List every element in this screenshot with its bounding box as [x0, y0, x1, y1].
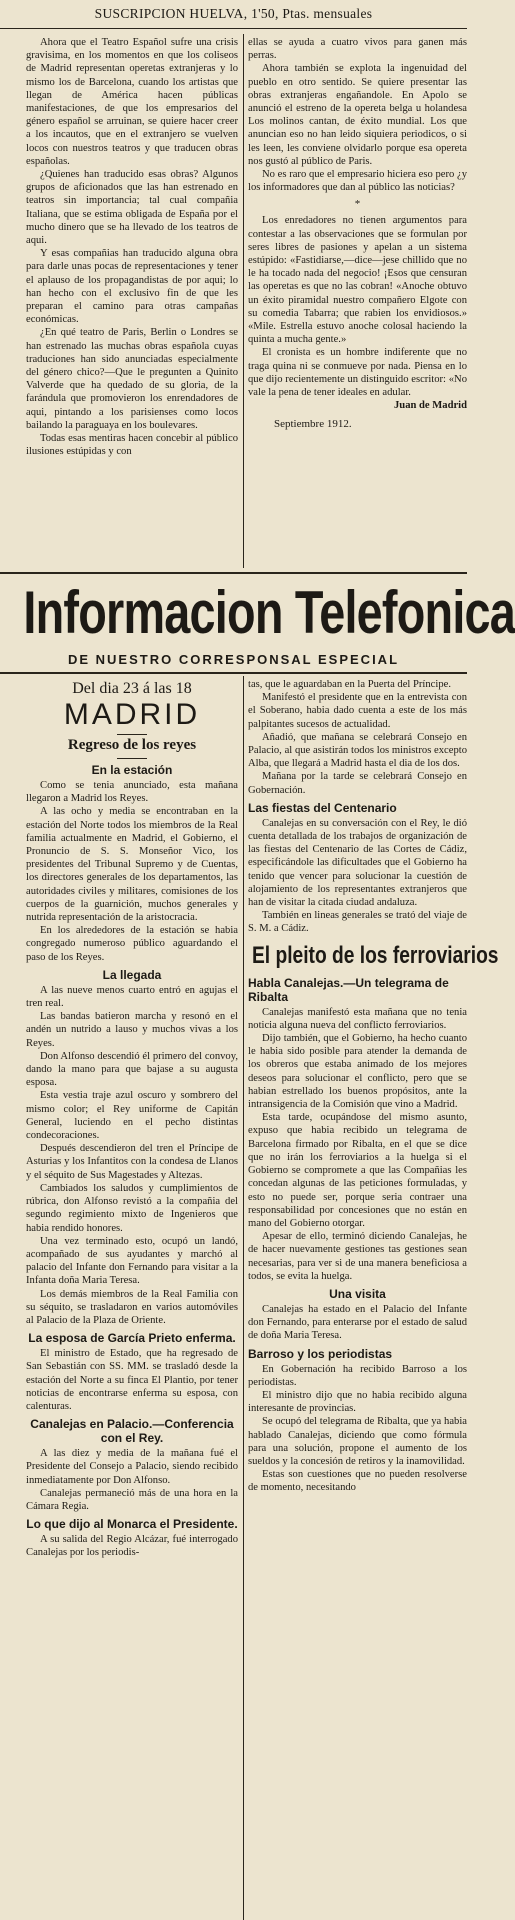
- paragraph: Los demás miembros de la Real Familia con su séquito, se trasladaron en varios automóviles al Palacio de la Plaza de Oriente.: [26, 1288, 238, 1326]
- paragraph: El ministro de Estado, que ha regresado de San Sebastián con SS. MM. se trasladó desde la estación del Norte a su finca El Plantio, por tener noticias de encontrarse enferma su esposa, con calenturas.: [26, 1348, 238, 1412]
- paragraph: Y esas compañias han traducido alguna obra para darle unas pocas de representaciones y tener el aplauso de los propagandistas de por aqui; lo han hecho con el exclusivo fin de que les preparan el camino para otras campañas económicas.: [26, 248, 238, 326]
- paragraph: ¿Quienes han traducido esas obras? Algunos grupos de aficionados que las han estrenado en teatros sin importancia; tal cual compañia Italiana, que se estima obligada de España por el mucho dinero que se ha llevado de los teatros de aqui.: [26, 169, 238, 247]
- section-title: Regreso de los reyes: [67, 737, 197, 753]
- city-heading: MADRID: [63, 698, 201, 731]
- banner-title: Informacion Telefonica: [23, 579, 515, 646]
- paragraph: Ahora también se explota la ingenuidad del pueblo en otro sentido. Se quiere presentar las obras extranjeras engañandole. En Apolo se anunció el estreno de la opereta belga u holandesa Los molinos cantan, de éxito mundial. Los que anuncian eso no han leido siquiera periodicos, o si les leen, les conviene olvidarlo porque esa opereta nos gustó al público de Paris.: [248, 63, 467, 167]
- paragraph: A su salida del Regio Alcázar, fué interrogado Canalejas por los periodis-: [26, 1534, 238, 1559]
- paragraph: Canalejas en su conversación con el Rey, le dió cuenta detallada de los trabajos de organización de las fiestas del Centenario de las Cortes de Cádiz, especificándole las dificultades que el Gobierno ha tenido que vencer para solucionar la cuestión de alojamiento de los representantes extranjeros que han de visitar la citada ciudad andaluza.: [248, 817, 467, 909]
- paragraph: Como se tenia anunciado, esta mañana llegaron a Madrid los Reyes.: [26, 780, 238, 805]
- paragraph: ellas se ayuda a cuatro vivos para ganen más perras.: [248, 37, 467, 62]
- paragraph: Manifestó el presidente que en la entrevista con el Soberano, habia dado cuenta a este de los más palpitantes sucesos de actualidad.: [248, 692, 467, 730]
- paragraph: No es raro que el empresario hiciera eso pero ¿y los informadores que dan al público las noticias?: [248, 169, 467, 194]
- asterism: *: [354, 198, 361, 211]
- paragraph: Ahora que el Teatro Español sufre una crisis gravisima, en los momentos en que los coliseos de Madrid representan operetas extranjeras y lo mismo los de Barcelona, cuando los artistas que llegan de América hacen públicas manifestaciones, de que los empresarios del género español se arruinan, se quiere hacer creer a los incautos, que en el extranjero se vuelven locos con nuestros teatros y que traducen obras españolas.: [26, 37, 238, 167]
- paragraph: En los alrededores de la estación se habia congregado numeroso público aguardando el paso de los Reyes.: [26, 925, 238, 963]
- subheading: Habla Canalejas.—Un telegrama de Ribalta: [248, 975, 449, 1004]
- top-left-column: [26, 36, 238, 568]
- paragraph: Una vez terminado esto, ocupó un landó, acompañado de sus ayudantes y marchó al palacio del Infante don Fernando para visitar a la Infanta doña Maria Teresa.: [26, 1235, 238, 1287]
- subheading: Las fiestas del Centenario: [248, 800, 397, 815]
- subheading: La esposa de García Prieto enferma.: [28, 1331, 236, 1346]
- paragraph: Canalejas permaneció más de una hora en la Cámara Regia.: [26, 1487, 238, 1512]
- paragraph: Mañana por la tarde se celebrará Consejo en Gobernación.: [248, 771, 467, 796]
- paragraph: ¿En qué teatro de Paris, Berlin o Londres se han estrenado las muchas obras española cuyas traduciones han sido anunciadas especialmente del género chico?—Que le pregunten a Quinito Valverde que ha quedado de su gloria, de la farándula que promovieron los enrendadores de aqui, pintando a los parisienses como locos bailando la paraguaya en los boulevares.: [26, 327, 238, 431]
- paragraph: Apesar de ello, terminó diciendo Canalejas, he de hacer nuevamente gestiones tas gestiones sean necesarias, para ver si de una manera beneficiosa a todos, se evita la huelga.: [248, 1231, 467, 1282]
- paragraph: Don Alfonso descendió él primero del convoy, dando la mano para que bajase a su augusta esposa.: [26, 1050, 238, 1089]
- subheading: La llegada: [102, 967, 162, 982]
- subheading: Una visita: [329, 1286, 386, 1301]
- divider: [117, 734, 147, 735]
- paragraph: A las nueve menos cuarto entró en agujas el tren real.: [26, 984, 238, 1010]
- subheading: Barroso y los periodistas: [248, 1346, 393, 1361]
- paragraph: Añadió, que mañana se celebrará Consejo en Palacio, al que asistirán todos los ministros excepto Alba, que llegará a Madrid hasta el dia de los dos.: [248, 731, 467, 770]
- paragraph: Después descendieron del tren el Príncipe de Asturias y los Infantitos con la condesa de Llanos y el séquito de Sus Magestades y Altezas.: [26, 1143, 238, 1181]
- column-rule: [243, 676, 244, 1920]
- subheading: En la estación: [91, 763, 173, 777]
- paragraph: Dijo también, que el Gobierno, ha hecho cuanto le habia sido posible para atender la demanda de los obreros que estaba animado de los mejores deseos para solucionar el conflicto, pero que se habian estrellado los buenos propósitos, ante la intransigencia de la Comisión que vino a Madrid.: [248, 1033, 467, 1111]
- article-date: Septiembre 1912.: [274, 418, 352, 431]
- paragraph: En Gobernación ha recibido Barroso a los periodistas.: [248, 1363, 467, 1388]
- bottom-left-column: [26, 678, 238, 1918]
- paragraph: tas, que le aguardaban en la Puerta del Príncipe.: [248, 679, 451, 690]
- subheading: Canalejas en Palacio.—Conferencia con el Rey.: [30, 1417, 234, 1446]
- paragraph: Los enredadores no tienen argumentos para contestar a las observaciones que se formulan por seres libres de pasiones y apelan a un sistema estúpido: «Fastidiarse,—dice—jese chillido que no le ha tocado nada del negocio! ¡Esos que censuran las operetas es que no las cobran! «Anoche obtuvo un éxito piramidal nuestro compañero Elgote con su comedia Tabarra; que rabien los envidiosos.» «Mile. Estrella estuvo anoche colosal haciendo la quinta a mucha gente.»: [248, 215, 467, 346]
- paragraph: Todas esas mentiras hacen concebir al público ilusiones estúpidas y con: [26, 433, 238, 458]
- bottom-right-column: [248, 678, 499, 1918]
- divider: [117, 758, 147, 759]
- big-heading: El pleito de los ferroviarios: [252, 941, 499, 969]
- section-rule: [0, 572, 467, 574]
- paragraph: Esta vestia traje azul oscuro y sombrero del mismo color; el Rey uniforme de Capitán General, luciendo en el pecho distintas condecoraciones.: [26, 1090, 238, 1142]
- paragraph: Cambiados los saludos y cumplimientos de rúbrica, don Alfonso revistó a la compañia del segundo regimiento mixto de Ingenieros que habia rendido honores.: [26, 1182, 238, 1234]
- dateline: Del dia 23 á las 18: [72, 680, 192, 697]
- paragraph: También en lineas generales se trató del viaje de S. M. a Cádiz.: [248, 910, 467, 935]
- banner-subtitle: DE NUESTRO CORRESPONSAL ESPECIAL: [67, 652, 400, 667]
- paragraph: Estas son cuestiones que no pueden resolverse de momento, necesitando: [248, 1469, 467, 1494]
- signature: Juan de Madrid: [394, 400, 467, 412]
- paragraph: El cronista es un hombre indiferente que no traga quina ni se conmueve por nada. Piensa en lo que dijo recientemente un distinguido escritor: «No vale la pena de tener ideales en adular.: [248, 347, 467, 399]
- paragraph: Esta tarde, ocupándose del mismo asunto, expuso que habia recibido un telegrama de Barcelona firmado por Ribalta, en el que se dice que no irán los ferroviarios a la huelga si el Gobierno se compromete a que las Compañias les concedan algunas de las peticiones formuladas, y esto no puede ser, porque seria contraer una responsabilidad por concesiones que no están en mano del Gobierno otorgar.: [248, 1112, 467, 1229]
- paragraph: A las diez y media de la mañana fué el Presidente del Consejo a Palacio, siendo recibido inmediatamente por Don Alfonso.: [26, 1448, 238, 1486]
- top-right-column: [248, 36, 467, 568]
- paragraph: Canalejas ha estado en el Palacio del Infante don Fernando, para enterarse por el estado de salud de doña Maria Teresa.: [248, 1303, 467, 1342]
- section-rule: [0, 672, 467, 674]
- paragraph: Las bandas batieron marcha y resonó en el andén un nutrido a lauso y muchos vivas a los Reyes.: [26, 1011, 238, 1049]
- subscription-header: [0, 0, 467, 29]
- paragraph: Se ocupó del telegrama de Ribalta, que ya habia hablado Canalejas, diciendo que como fórmula para una solución, propone el aumento de los sueldos y la concesión de retiros y la inamovilidad.: [248, 1416, 467, 1467]
- subheading: Lo que dijo al Monarca el Presidente.: [26, 1517, 238, 1532]
- subscription-text: SUSCRIPCION HUELVA, 1'50, Ptas. mensuales: [94, 6, 373, 21]
- column-rule: [243, 34, 244, 568]
- paragraph: El ministro dijo que no habia recibido alguna interesante de provincias.: [248, 1389, 467, 1415]
- paragraph: A las ocho y media se encontraban en la estación del Norte todos los miembros de la Real familia actualmente en Madrid, el Gobierno, el Pronuncio de S. S. Monseñor Vico, los presidentes del Tribunal Supremo y de Cuentas, los directores generales de los departamentos, las autoridades civiles y militares, comisiones de los cuerpos de la guarnición, muchos generales y nutrida representación de la aristocracia.: [26, 806, 238, 924]
- paragraph: Canalejas manifestó esta mañana que no tenia noticia alguna nueva del conflicto ferroviarios.: [248, 1006, 467, 1031]
